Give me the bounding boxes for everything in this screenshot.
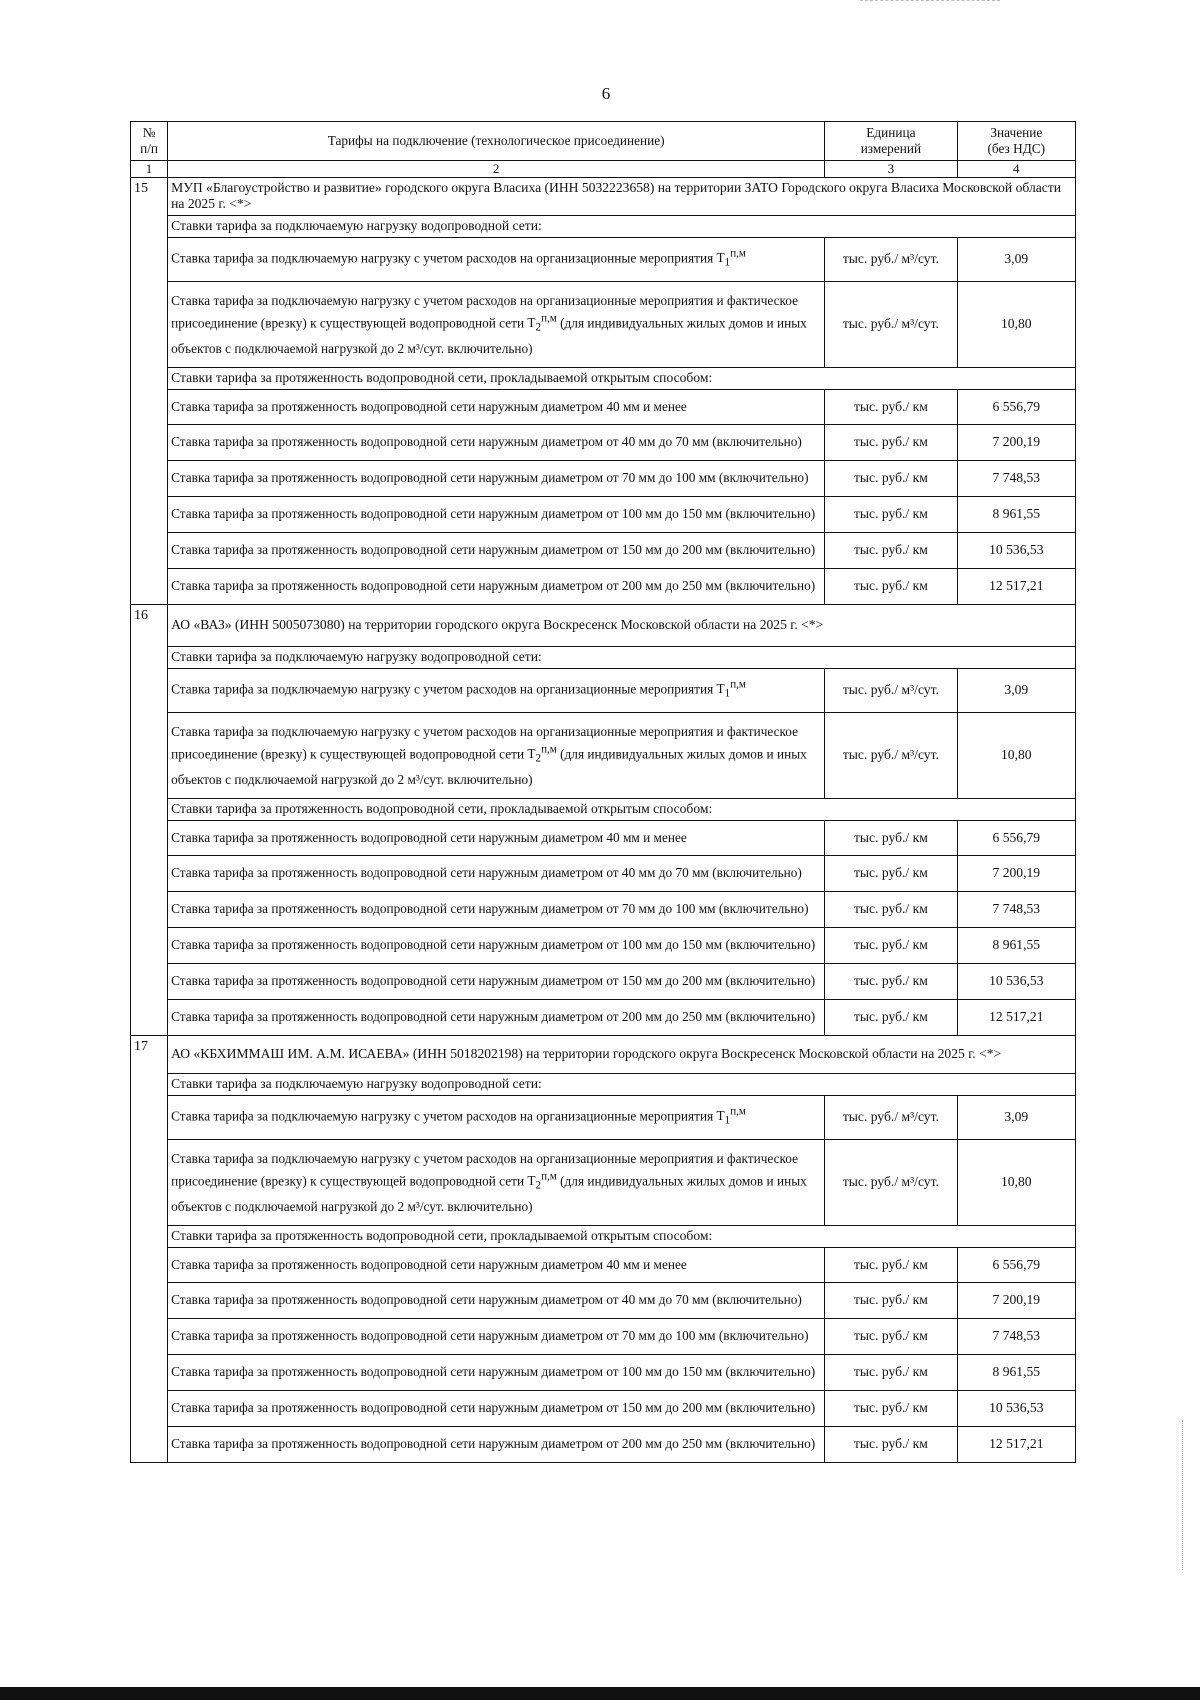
unit-cell: тыс. руб./ км [825,496,957,532]
unit-cell: тыс. руб./ км [825,568,957,604]
rate-name [168,281,825,367]
org-row [131,177,1076,215]
org-row [131,1035,1076,1073]
section-row [131,215,1076,237]
tariff-symbol-sup: п,м [541,1170,557,1183]
table-row [131,1390,1076,1426]
table-row [131,855,1076,891]
value-cell: 10 536,53 [957,963,1075,999]
rate-name: Ставка тарифа за протяженность водопроводной сети наружным диаметром от 70 мм до 100 мм (включительно) [168,460,825,496]
value-cell: 12 517,21 [957,999,1075,1035]
table-row [131,712,1076,798]
rate-name [168,237,825,281]
rate-text: (для индивидуальных жилых домов и иных объектов с подключаемой нагрузкой до 2 м³/сут. включительно) [171,315,807,356]
page-number: 6 [601,84,611,103]
value-cell: 6 556,79 [957,389,1075,424]
rate-name: Ставка тарифа за протяженность водопроводной сети наружным диаметром от 100 мм до 150 мм (включительно) [168,1354,825,1390]
tariff-symbol-sup: п,м [730,1106,746,1119]
unit-cell: тыс. руб./ км [825,855,957,891]
rate-text: (для индивидуальных жилых домов и иных объектов с подключаемой нагрузкой до 2 м³/сут. включительно) [171,746,807,787]
table-row [131,1282,1076,1318]
col-number-1: 1 [131,161,168,178]
tariff-symbol-sub: 2 [535,1180,542,1193]
section-row [131,1225,1076,1247]
unit-cell: тыс. руб./ км [825,1318,957,1354]
value-cell: 7 200,19 [957,855,1075,891]
value-cell: 10,80 [957,712,1075,798]
table-row [131,927,1076,963]
unit-cell: тыс. руб./ км [825,963,957,999]
rate-name: Ставка тарифа за протяженность водопроводной сети наружным диаметром от 70 мм до 100 мм (включительно) [168,891,825,927]
rate-name: Ставка тарифа за протяженность водопроводной сети наружным диаметром 40 мм и менее [168,389,825,424]
rate-text: Ставка тарифа за подключаемую нагрузку с учетом расходов на организационные мероприятия [171,250,714,266]
value-cell: 7 200,19 [957,424,1075,460]
rate-name: Ставка тарифа за протяженность водопроводной сети наружным диаметром от 150 мм до 200 мм (включительно) [168,1390,825,1426]
unit-cell: тыс. руб./ м³/сут. [825,1095,957,1139]
value-cell: 8 961,55 [957,1354,1075,1390]
header-value: Значение (без НДС) [957,122,1075,161]
rate-name: Ставка тарифа за протяженность водопроводной сети наружным диаметром от 40 мм до 70 мм (включительно) [168,424,825,460]
rate-name: Ставка тарифа за протяженность водопроводной сети наружным диаметром от 40 мм до 70 мм (включительно) [168,855,825,891]
rate-name: Ставка тарифа за протяженность водопроводной сети наружным диаметром 40 мм и менее [168,1247,825,1282]
column-number-row [131,161,1076,178]
unit-cell: тыс. руб./ м³/сут. [825,281,957,367]
value-cell: 12 517,21 [957,568,1075,604]
rate-text: (для индивидуальных жилых домов и иных объектов с подключаемой нагрузкой до 2 м³/сут. включительно) [171,1173,807,1214]
value-cell: 3,09 [957,1095,1075,1139]
rate-name: Ставка тарифа за протяженность водопроводной сети наружным диаметром от 70 мм до 100 мм (включительно) [168,1318,825,1354]
table-body [131,177,1076,1462]
unit-cell: тыс. руб./ км [825,1354,957,1390]
section-heading-length: Ставки тарифа за протяженность водопроводной сети, прокладываемой открытым способом: [168,798,1076,820]
org-name: АО «ВАЗ» (ИНН 5005073080) на территории городского округа Воскресенск Московской области на 2025 г. <*> [168,604,1076,646]
rate-name: Ставка тарифа за протяженность водопроводной сети наружным диаметром от 200 мм до 250 мм (включительно) [168,1426,825,1462]
header-no: № п/п [131,122,168,161]
tariff-symbol-sup: п,м [541,312,557,325]
unit-cell: тыс. руб./ м³/сут. [825,712,957,798]
org-number: 16 [131,604,168,1035]
value-cell: 12 517,21 [957,1426,1075,1462]
section-row [131,646,1076,668]
scan-artifact [1182,1420,1184,1570]
rate-name: Ставка тарифа за протяженность водопроводной сети наружным диаметром от 100 мм до 150 мм (включительно) [168,927,825,963]
rate-name: Ставка тарифа за протяженность водопроводной сети наружным диаметром от 200 мм до 250 мм (включительно) [168,999,825,1035]
tariff-table [130,121,1076,1463]
tariff-symbol-sup: п,м [730,679,746,692]
value-cell: 6 556,79 [957,1247,1075,1282]
table-row [131,424,1076,460]
table-row [131,532,1076,568]
rate-name: Ставка тарифа за протяженность водопроводной сети наружным диаметром от 40 мм до 70 мм (включительно) [168,1282,825,1318]
rate-text: Ставка тарифа за подключаемую нагрузку с учетом расходов на организационные мероприятия и фактическое присоединение (врезку) к существующей водопроводной сети [171,723,799,762]
value-cell: 7 748,53 [957,1318,1075,1354]
value-cell: 10,80 [957,1139,1075,1225]
table-row [131,891,1076,927]
tariff-symbol-letter: T [527,1173,536,1189]
unit-cell: тыс. руб./ км [825,424,957,460]
unit-cell: тыс. руб./ км [825,532,957,568]
rate-name [168,712,825,798]
value-cell: 6 556,79 [957,820,1075,855]
tariff-symbol [716,679,746,701]
rate-name: Ставка тарифа за протяженность водопроводной сети наружным диаметром 40 мм и менее [168,820,825,855]
table-row [131,963,1076,999]
table-row [131,1095,1076,1139]
table-row [131,281,1076,367]
scan-bottom-border [0,1687,1200,1700]
table-row [131,568,1076,604]
header-name: Тарифы на подключение (технологическое присоединение) [168,122,825,161]
section-heading-load: Ставки тарифа за подключаемую нагрузку водопроводной сети: [168,1073,1076,1095]
table-row [131,1139,1076,1225]
table-row [131,496,1076,532]
unit-cell: тыс. руб./ км [825,820,957,855]
tariff-symbol-letter: T [527,746,536,762]
unit-cell: тыс. руб./ км [825,927,957,963]
table-row [131,460,1076,496]
unit-cell: тыс. руб./ м³/сут. [825,1139,957,1225]
tariff-symbol-sup: п,м [730,248,746,261]
org-row [131,604,1076,646]
unit-cell: тыс. руб./ км [825,1247,957,1282]
unit-cell: тыс. руб./ км [825,389,957,424]
rate-name [168,668,825,712]
section-row [131,367,1076,389]
table-row [131,668,1076,712]
rate-text: Ставка тарифа за подключаемую нагрузку с учетом расходов на организационные мероприятия [171,1108,714,1124]
org-name: АО «КБХИММАШ ИМ. А.М. ИСАЕВА» (ИНН 5018202198) на территории городского округа Воскресенск Московской области на 2025 г. <*> [168,1035,1076,1073]
org-name: МУП «Благоустройство и развитие» городского округа Власиха (ИНН 5032223658) на территории ЗАТО Городского округа Власиха Московской области на 2025 г. <*> [168,177,1076,215]
unit-cell: тыс. руб./ км [825,1390,957,1426]
unit-cell: тыс. руб./ км [825,1426,957,1462]
unit-cell: тыс. руб./ км [825,891,957,927]
rate-text: Ставка тарифа за подключаемую нагрузку с учетом расходов на организационные мероприятия [171,681,714,697]
org-number: 17 [131,1035,168,1462]
tariff-symbol-letter: T [716,250,725,266]
section-row [131,1073,1076,1095]
unit-cell: тыс. руб./ м³/сут. [825,237,957,281]
rate-name [168,1095,825,1139]
tariff-symbol [527,312,557,335]
table-row [131,999,1076,1035]
unit-cell: тыс. руб./ км [825,999,957,1035]
value-cell: 10,80 [957,281,1075,367]
table-row [131,389,1076,424]
unit-cell: тыс. руб./ км [825,1282,957,1318]
value-cell: 3,09 [957,237,1075,281]
tariff-symbol-sub: 1 [724,1115,731,1128]
tariff-symbol-letter: T [716,1108,725,1124]
table-row [131,237,1076,281]
rate-name: Ставка тарифа за протяженность водопроводной сети наружным диаметром от 150 мм до 200 мм (включительно) [168,532,825,568]
table-row [131,1318,1076,1354]
col-number-3: 3 [825,161,957,178]
value-cell: 8 961,55 [957,496,1075,532]
tariff-symbol-sub: 1 [724,257,731,270]
header-unit: Единица измерений [825,122,957,161]
tariff-symbol [716,1106,746,1128]
col-number-2: 2 [168,161,825,178]
value-cell: 10 536,53 [957,532,1075,568]
value-cell: 8 961,55 [957,927,1075,963]
unit-cell: тыс. руб./ км [825,460,957,496]
scan-artifact [860,0,1000,3]
tariff-symbol-sub: 2 [535,322,542,335]
value-cell: 10 536,53 [957,1390,1075,1426]
table-row [131,1354,1076,1390]
table-row [131,1247,1076,1282]
rate-name: Ставка тарифа за протяженность водопроводной сети наружным диаметром от 100 мм до 150 мм (включительно) [168,496,825,532]
rate-name: Ставка тарифа за протяженность водопроводной сети наружным диаметром от 150 мм до 200 мм (включительно) [168,963,825,999]
value-cell: 3,09 [957,668,1075,712]
rate-text: Ставка тарифа за подключаемую нагрузку с учетом расходов на организационные мероприятия и фактическое присоединение (врезку) к существующей водопроводной сети [171,292,799,331]
rate-text: Ставка тарифа за подключаемую нагрузку с учетом расходов на организационные мероприятия и фактическое присоединение (врезку) к существующей водопроводной сети [171,1150,799,1189]
section-heading-length: Ставки тарифа за протяженность водопроводной сети, прокладываемой открытым способом: [168,367,1076,389]
tariff-symbol-sub: 2 [535,753,542,766]
tariff-symbol [527,1170,557,1193]
value-cell: 7 200,19 [957,1282,1075,1318]
table-header-row [131,122,1076,161]
value-cell: 7 748,53 [957,891,1075,927]
tariff-symbol-letter: T [527,315,536,331]
section-heading-load: Ставки тарифа за подключаемую нагрузку водопроводной сети: [168,215,1076,237]
tariff-symbol [527,743,557,766]
tariff-symbol-sup: п,м [541,743,557,756]
table-row [131,1426,1076,1462]
unit-cell: тыс. руб./ м³/сут. [825,668,957,712]
value-cell: 7 748,53 [957,460,1075,496]
section-row [131,798,1076,820]
tariff-symbol-sub: 1 [724,688,731,701]
tariff-symbol-letter: T [716,681,725,697]
rate-name: Ставка тарифа за протяженность водопроводной сети наружным диаметром от 200 мм до 250 мм (включительно) [168,568,825,604]
section-heading-length: Ставки тарифа за протяженность водопроводной сети, прокладываемой открытым способом: [168,1225,1076,1247]
rate-name [168,1139,825,1225]
org-number: 15 [131,177,168,604]
table-row [131,820,1076,855]
section-heading-load: Ставки тарифа за подключаемую нагрузку водопроводной сети: [168,646,1076,668]
tariff-symbol [716,248,746,270]
col-number-4: 4 [957,161,1075,178]
